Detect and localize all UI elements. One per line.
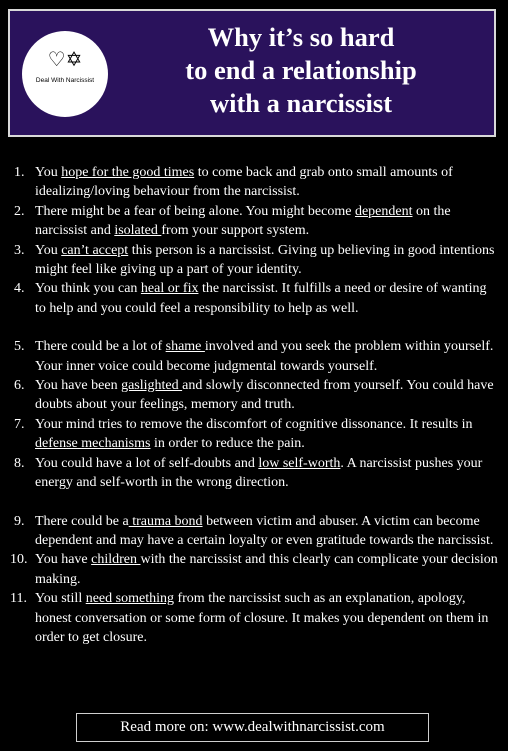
list-item: 1. You hope for the good times to come back and grab onto small amounts of idealizing/loving behaviour from the narcissist. [14,165,453,200]
title-line: to end a relationship [185,55,417,85]
list-item: 10. You have children with the narcissist and this clearly can complicate your decision making. [10,552,498,587]
list-item: 9. There could be a trauma bond between victim and abuser. A victim can become dependent and may have a certain loyalty or even gratitude towards the narcissist. [14,513,494,548]
title-banner [8,9,496,137]
list-item: 2. There might be a fear of being alone. You might become dependent on the narcissist and isolated from your support system. [14,203,451,239]
list-item: 11. You still need something from the narcissist such as an explanation, apology, honest conversation or some form of closure. It makes you dependent on them in order to get closure. [10,591,489,645]
list-item: 4. You think you can heal or fix the narcissist. It fulfills a need or desire of wanting to help and you could feel a responsibility to help as well. [14,281,487,316]
list-item: 3. You can’t accept this person is a narcissist. Giving up believing in good intentions might feel like giving up a part of your identity. [14,242,495,278]
page-title [114,21,488,120]
list-item: 7. Your mind tries to remove the discomfort of cognitive dissonance. It results in defense mechanisms in order to reduce the pain. [14,416,473,452]
logo [22,31,108,117]
title-line: with a narcissist [209,88,393,118]
title-line: Why it’s so hard [207,22,395,52]
read-more-link[interactable]: Read more on: www.dealwithnarcissist.com [76,713,429,742]
logo-text: Deal With Narcissist [35,77,95,84]
list-item: 6. You have been gaslighted and slowly disconnected from yourself. You could have doubts about your feelings, memory and truth. [14,378,494,413]
reasons-list [10,163,500,647]
list-item: 8. You could have a lot of self-doubts and low self-worth. A narcissist pushes your energy and self-worth in the wrong direction. [14,455,483,491]
heart-logo-icon: ♡✡ [47,47,83,71]
list-item: 5. There could be a lot of shame involved and you seek the problem within yourself. Your inner voice could become judgmental towards yourself. [14,339,494,374]
